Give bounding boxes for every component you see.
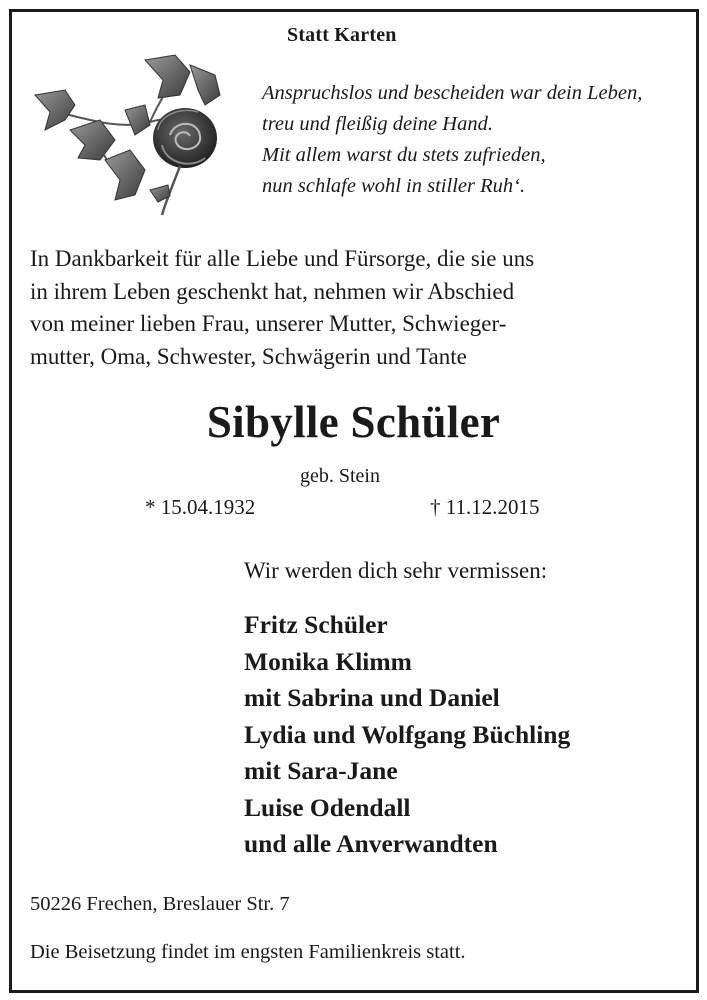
poem-line: Anspruchslos und bescheiden war dein Leben, bbox=[262, 82, 643, 104]
intro-paragraph bbox=[30, 243, 690, 373]
birth-date: * 15.04.1932 bbox=[145, 495, 256, 519]
poem-line: Mit allem warst du stets zufrieden, bbox=[262, 144, 546, 166]
mourner-entry: mit Sabrina und Daniel bbox=[244, 683, 500, 712]
miss-line: Wir werden dich sehr vermissen: bbox=[244, 558, 548, 583]
rose-with-ivy-leaves-icon bbox=[30, 50, 235, 218]
intro-line: mutter, Oma, Schwester, Schwägerin und Tante bbox=[30, 343, 467, 369]
mourner-entry: mit Sara-Jane bbox=[244, 756, 398, 785]
intro-line: In Dankbarkeit für alle Liebe und Fürsorge, die sie uns bbox=[30, 246, 535, 271]
mourners-list bbox=[244, 607, 570, 863]
address-line: 50226 Frechen, Breslauer Str. 7 bbox=[30, 893, 290, 915]
poem-verse bbox=[262, 78, 642, 202]
maiden-name: geb. Stein bbox=[300, 465, 380, 487]
mourner-entry: Fritz Schüler bbox=[244, 610, 388, 639]
mourner-entry: Monika Klimm bbox=[244, 646, 412, 676]
burial-notice: Die Beisetzung findet im engsten Familienkreis statt. bbox=[30, 941, 466, 963]
deceased-name: Sibylle Schüler bbox=[206, 397, 501, 447]
death-date: † 11.12.2015 bbox=[430, 495, 540, 519]
header-title: Statt Karten bbox=[287, 24, 397, 46]
mourner-entry: Luise Odendall bbox=[244, 792, 411, 822]
poem-line: treu und fleißig deine Hand. bbox=[262, 113, 493, 135]
intro-line: in ihrem Leben geschenkt hat, nehmen wir Abschied bbox=[30, 278, 515, 304]
intro-line: von meiner lieben Frau, unserer Mutter, Schwieger- bbox=[30, 311, 507, 336]
mourner-entry: Lydia und Wolfgang Büchling bbox=[244, 719, 571, 749]
poem-line: nun schlafe wohl in stiller Ruh‘. bbox=[262, 175, 526, 197]
mourner-entry: und alle Anverwandten bbox=[244, 829, 498, 858]
